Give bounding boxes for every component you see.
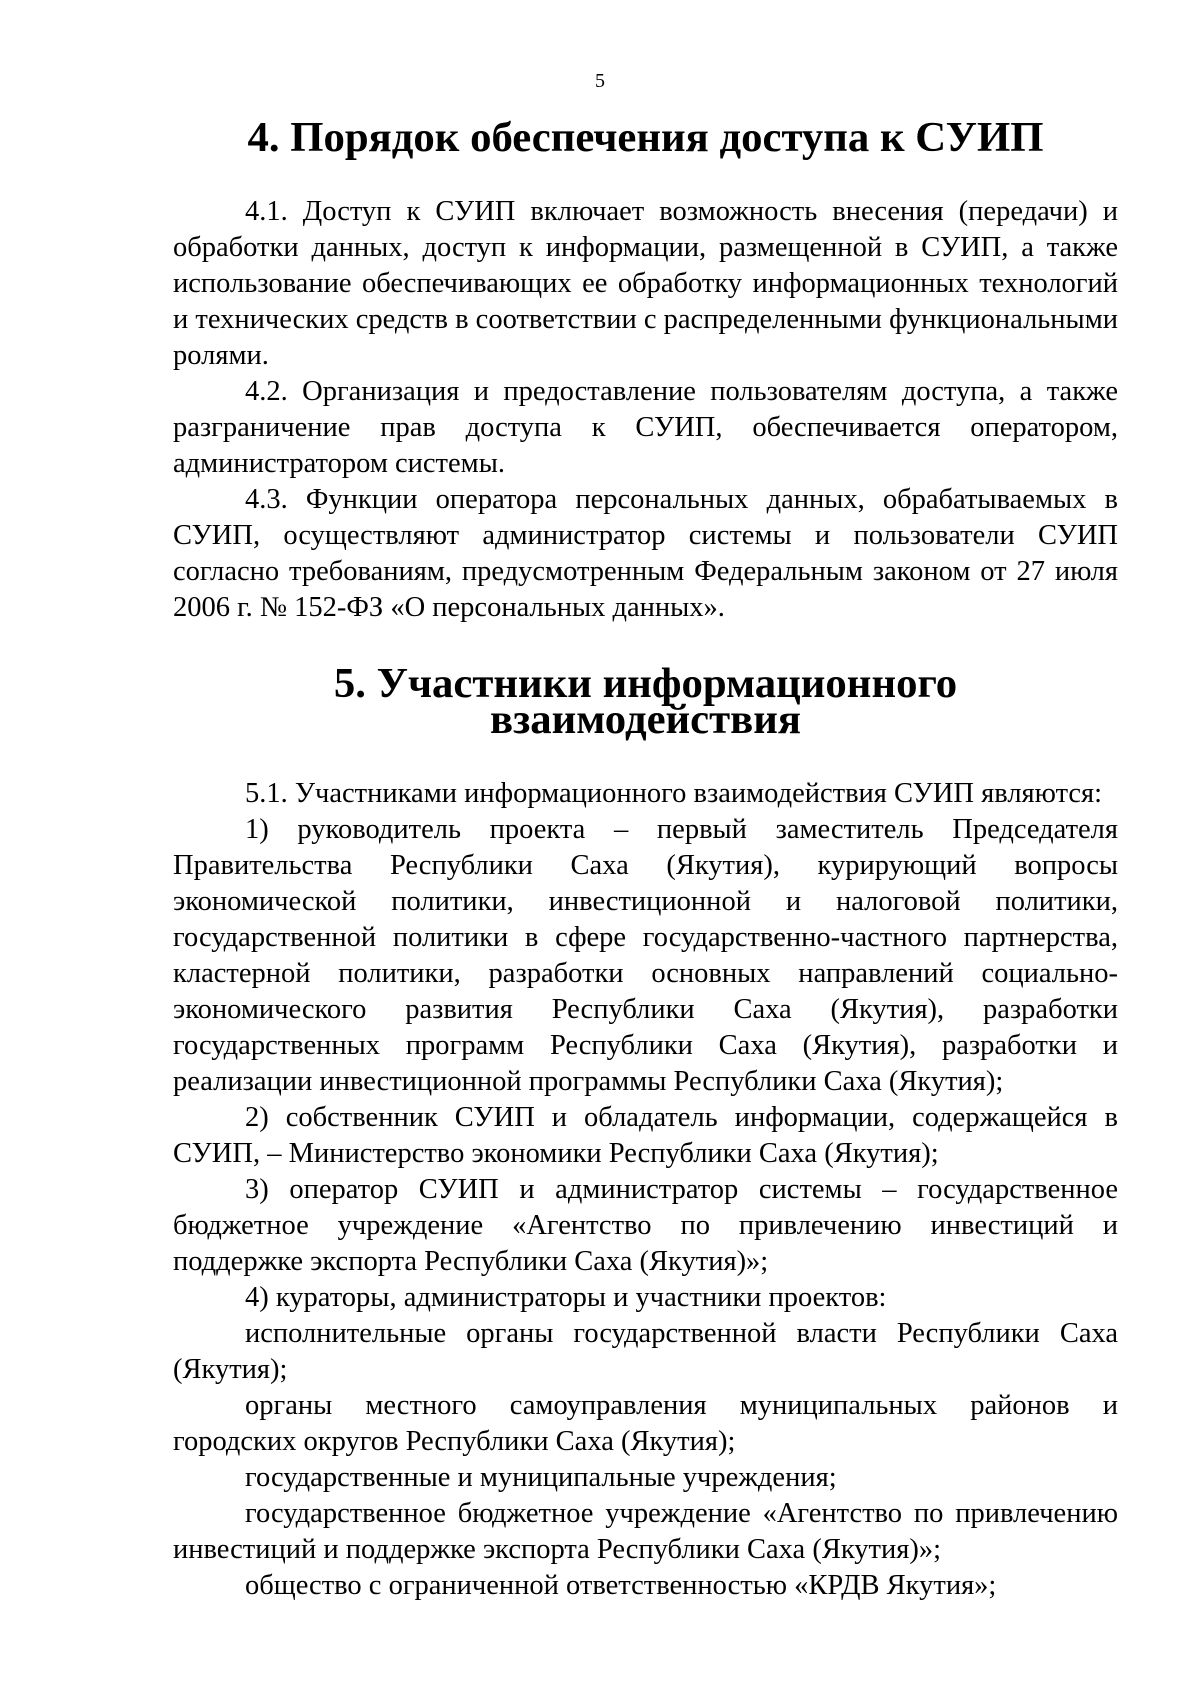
sub-item-local-government: органы местного самоуправления муниципальных районов и городских округов Республики Саха (Якутия); (173, 1390, 1118, 1457)
paragraph-4-1: 4.1. Доступ к СУИП включает возможность внесения (передачи) и обработки данных, доступ к информации, размещенной в СУИП, а также использование обеспечивающих ее обработку информационных технологий и технических средств в соответствии с распределенными функциональными ролями. (173, 196, 1118, 371)
sub-item-krdv: общество с ограниченной ответственностью «КРДВ Якутия»; (245, 1570, 997, 1601)
section-4-heading: 4. Порядок обеспечения доступа к СУИП (247, 114, 1044, 161)
sub-item-agency: государственное бюджетное учреждение «Агентство по привлечению инвестиций и поддержке экспорта Республики Саха (Якутия)»; (173, 1498, 1118, 1565)
section-5-heading: 5. Участники информационного взаимодействия (333, 660, 958, 743)
sub-item-institutions: государственные и муниципальные учреждения; (245, 1462, 837, 1493)
page-number: 5 (595, 70, 605, 92)
paragraph-5-1: 5.1. Участниками информационного взаимодействия СУИП являются: (245, 778, 1103, 809)
sub-item-executive-bodies: исполнительные органы государственной власти Республики Саха (Якутия); (173, 1318, 1118, 1385)
list-item-2: 2) собственник СУИП и обладатель информации, содержащейся в СУИП, – Министерство экономики Республики Саха (Якутия); (173, 1102, 1118, 1169)
paragraph-4-3: 4.3. Функции оператора персональных данных, обрабатываемых в СУИП, осуществляют администратор системы и пользователи СУИП согласно требованиям, предусмотренным Федеральным законом от 27 июля 2006 г. № 152-ФЗ «О персональных данных». (173, 484, 1118, 623)
paragraph-4-2: 4.2. Организация и предоставление пользователям доступа, а также разграничение прав доступа к СУИП, обеспечивается оператором, администратором системы. (173, 376, 1118, 479)
list-item-4: 4) кураторы, администраторы и участники проектов: (245, 1282, 887, 1313)
list-item-3: 3) оператор СУИП и администратор системы – государственное бюджетное учреждение «Агентство по привлечению инвестиций и поддержке экспорта Республики Саха (Якутия)»; (173, 1174, 1118, 1277)
document-body (173, 114, 1118, 1604)
list-item-1: 1) руководитель проекта – первый заместитель Председателя Правительства Республики Саха (Якутия), курирующий вопросы экономической политики, инвестиционной и налоговой политики, государственной политики в сфере государственно-частного партнерства, кластерной политики, разработки основных направлений социально-экономического развития Республики Саха (Якутия), разработки государственных программ Республики Саха (Якутия), разработки и реализации инвестиционной программы Республики Саха (Якутия); (173, 814, 1118, 1097)
